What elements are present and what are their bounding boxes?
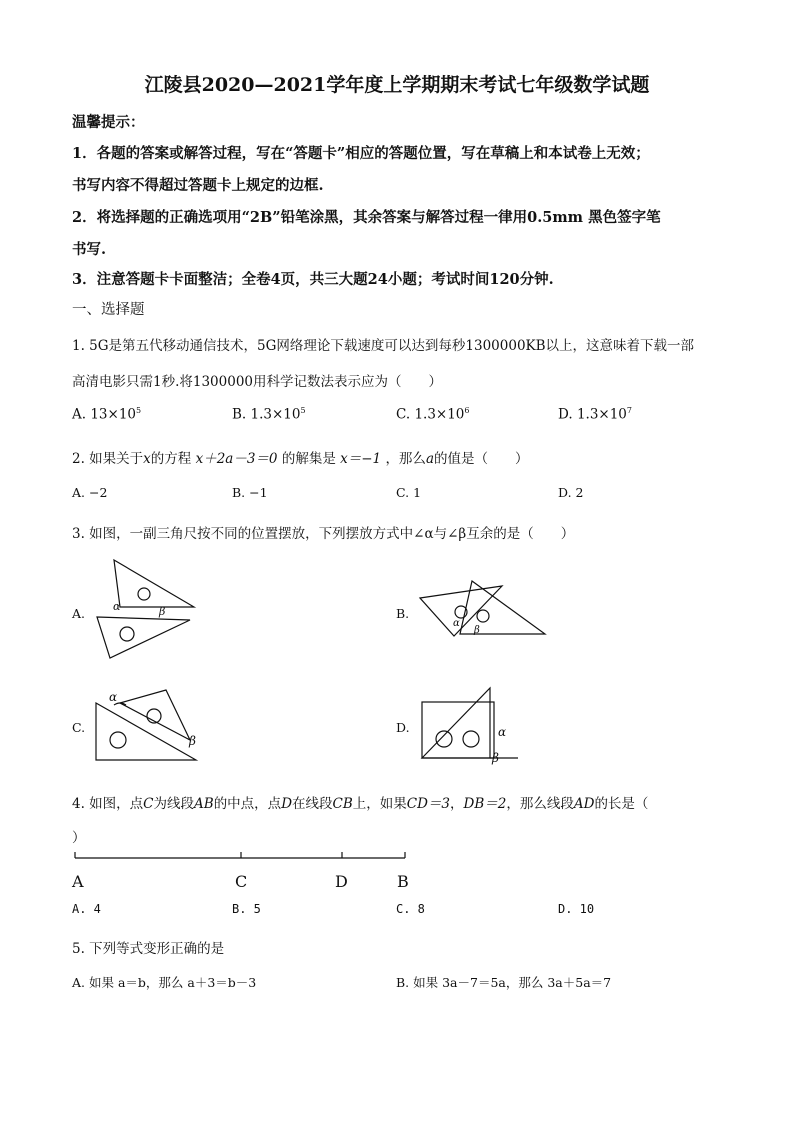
notice-line-2: 书写内容不得超过答题卡上规定的边框. [72,177,324,194]
q1-option-c: C. $1.3\times 10^6$ [396,406,470,423]
q3-figure-c [92,685,222,765]
beta-label: β [474,625,480,636]
q4-option-c: C. 8 [396,902,425,916]
q1-option-b: B. $1.3\times 10^5$ [232,406,306,423]
hole-right [463,731,479,747]
notice-line-4: 书写. [72,241,107,258]
q5-text: 5. 下列等式变形正确的是 [72,941,225,957]
beta-label: β [189,734,196,748]
page-title: 江陵县2020—2021学年度上学期期末考试七年级数学试题 [144,74,650,96]
notice-heading: 温馨提示： [72,114,145,131]
hole-base [110,732,126,748]
hole-lower [120,627,134,641]
q2-option-a: A. −2 [72,485,108,500]
triangle-lower [97,617,190,658]
triangle-base [96,703,196,760]
section-heading: 一、选择题 [72,302,145,318]
triangle-top [120,690,190,740]
alpha-label: α [113,600,121,613]
hole-right [477,610,489,622]
q1-option-d: D. $1.3\times 10^7$ [558,406,632,423]
point-label-d: D [335,872,348,891]
q4-option-d: D. 10 [558,902,595,916]
q3-figure-a [92,555,202,665]
alpha-label: α [498,725,507,739]
q1-option-a: A. $13\times 10^5$ [72,406,142,423]
q1-text-line1: 1. 5G是第五代移动通信技术，5G网络理论下载速度可以达到每秒1300000KB以上，这意味着下载一部 [72,338,695,354]
triangle-tall [422,688,490,758]
q4-option-a: A. 4 [72,902,101,916]
q4-segment-figure [74,848,414,864]
alpha-label: α [453,618,460,629]
q3-label-a: A. [72,606,86,621]
q2-option-b: B. −1 [232,485,268,500]
point-label-c: C [235,872,248,891]
q2-text: 2. 如果关于x的方程 x＋2a－3＝0 的解集是 x＝−1 ，那么a的值是（ ） [72,451,529,467]
triangle-right [460,581,545,634]
notice-line-1: 1．各题的答案或解答过程，写在“答题卡”相应的答题位置，写在草稿上和本试卷上无效； [72,145,650,162]
q1-text-line2: 高清电影只需1秒.将1300000用科学记数法表示应为（ ） [72,374,443,390]
q4-text-line2: ） [72,830,86,846]
q3-label-d: D. [396,720,410,735]
triangle-upper [114,560,194,607]
q4-option-b: B. 5 [232,902,261,916]
notice-line-3: 2．将选择题的正确选项用“2B”铅笔涂黑，其余答案与解答过程一律用0.5mm 黑色签字笔 [72,209,661,226]
q3-label-b: B. [396,606,410,621]
point-label-b: B [397,872,409,891]
q3-figure-d [416,686,526,766]
beta-label: β [492,751,499,765]
q5-option-b: B. 如果 3a－7＝5a，那么 3a＋5a＝7 [396,975,612,990]
alpha-label: α [109,690,118,704]
q2-option-c: C. 1 [396,485,422,500]
notice-line-5: 3．注意答题卡卡面整洁；全卷4页，共三大题24小题；考试时间120分钟. [72,271,554,288]
triangle-square-outline [422,702,494,758]
hole-upper [138,588,150,600]
q3-figure-b [412,578,552,640]
hole-left [436,731,452,747]
point-label-a: A [72,872,84,891]
q3-label-c: C. [72,720,86,735]
q5-option-a: A. 如果 a＝b，那么 a＋3＝b－3 [72,975,257,990]
q4-text-line1: 4. 如图，点C为线段AB的中点，点D在线段CB上，如果CD＝3，DB＝2，那么线段AD的长是（ [72,796,649,812]
beta-label: β [159,605,166,618]
q2-option-d: D. 2 [558,485,584,500]
q3-text: 3. 如图，一副三角尺按不同的位置摆放，下列摆放方式中∠α与∠β互余的是（ ） [72,526,575,542]
